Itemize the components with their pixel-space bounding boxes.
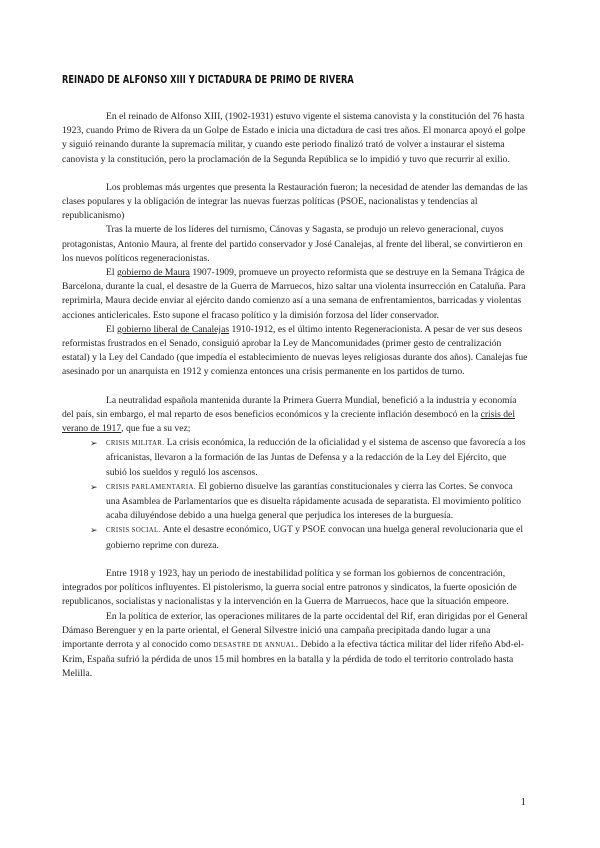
paragraph-canalejas [62,323,528,380]
crisis-text: Ante el desastre económico, UGT y PSOE convocan una huelga general revolucionaria que el gobierno reprime con dureza. [106,524,524,551]
arrow-bullet-icon: ➢ [90,525,98,536]
list-item-crisis-militar [62,436,528,480]
crisis-1917-link: crisis del verano de 1917 [62,408,515,435]
crisis-label: CRISIS SOCIAL. [106,527,161,535]
page-number: 1 [520,796,526,808]
crisis-text: El gobierno disuelve las garantías constitucionales y cierra las Cortes. Se convoca una Asamblea de Parlamentarios que es disuelta rápidamente acusada de separatista. El movimiento político acaba diluyéndose debido a una huelga general que perjudica los intereses de la burguesía. [106,480,522,522]
list-item-crisis-social [62,523,528,552]
paragraph-turnismo: Tras la muerte de los líderes del turnismo, Cánovas y Sagasta, se produjo un relevo generacional, cuyos protagonistas, Antonio Maura, al frente del partido conservador y José Canalejas, al frente del liberal, se convirtieron en los nuevos políticos regeneracionistas. [62,224,523,264]
canalejas-prefix: El [106,323,117,335]
annual-label: DESASTRE DE ANNUAL [213,641,296,649]
maura-text: 1907-1909, promueve un proyecto reformista que se destruye en la Semana Trágica de Barcelona, durante la cual, el desastre de la Guerra de Marruecos, hizo saltar una violenta insurrección en Cataluña. Para reprimirla, Maura decide enviar al ejército dando comienzo así a una semana de enfrentamientos, barricadas y violentas acciones anticlericales. Esto supone el fracaso político y la dimisión forzosa del líder conservador. [62,267,526,321]
neutrality-rest: , que fue a su vez; [121,423,191,435]
exterior-rest: . Debido a la efectiva táctica militar del líder rifeño Abd-el-Krim, España sufrió la pérdida de unos 15 mil hombres en la batalla y la pérdida de todo el territorio controlado hasta Melilla. [62,638,524,680]
crisis-label: CRISIS PARLAMENTARIA. [106,483,196,491]
neutrality-text: La neutralidad española mantenida durante la Primera Guerra Mundial, benefició a la industria y economía del país, sin embargo, el mal reparto de esos beneficios económicos y la creciente inflación desembocó en la [62,394,517,420]
paragraph-maura [62,266,528,323]
document-title: REINADO DE ALFONSO XIII Y DICTADURA DE PRIMO DE RIVERA [62,74,354,86]
paragraph-intro: En el reinado de Alfonso XIII, (1902-1931) estuvo vigente el sistema canovista y la constitución del 76 hasta 1923, cuando Primo de Rivera da un Golpe de Estado e inicia una dictadura de casi tres años. El monarca apoyó el golpe y siguió reinando durante la supremacía militar, y cuando este periodo finalizó trató de volver a instaurar el sistema canovista y la constitución, pero la proclamación de la Segunda República se lo impidió y tuvo que recurrir al exilio. [62,111,526,165]
arrow-bullet-icon: ➢ [90,438,98,449]
crisis-list [62,436,528,553]
canalejas-text: 1910-1912, es el último intento Regeneracionista. A pesar de ver sus deseos reformistas frustrados en el Senado, consiguió aprobar la Ley de Mancomunidades (primer gesto de centralización estatal) y la Ley del Candado (que impedía el establecimiento de nuevas leyes religiosas durante dos años). Canalejas fue asesinado por un anarquista en 1912 y comienza entonces una crisis permanente en los partidos de turno. [62,323,528,378]
paragraph-neutrality [62,394,528,437]
crisis-text: La crisis económica, la reducción de la oficialidad y el sistema de ascenso que favorecía a los africanistas, llevaron a la formación de las Juntas de Defensa y a la redacción de la Ley del Ejército, que subió los sueldos y reguló los ascensos. [106,437,526,478]
list-item-crisis-parlamentaria [62,480,528,524]
crisis-label: CRISIS MILITAR. [106,440,165,448]
paragraph-problems: Los problemas más urgentes que presenta la Restauración fueron; la necesidad de atender las demandas de las clases populares y la obligación de integrar las nuevas fuerzas políticas (PSOE, nacionalistas y tendencias al republicanismo) [62,181,528,222]
canalejas-link: gobierno liberal de Canalejas [116,323,230,335]
exterior-text: En la política de exterior, las operaciones militares de la parte occidental del Rif, eran dirigidas por el General Dámaso Berenguer y en la parte oriental, el General Silvestre inició una campaña precipitada dando lugar a una importante derrota y al conocido como [62,610,528,650]
maura-link: gobierno de Maura [116,267,190,279]
maura-prefix: El [106,267,117,279]
document-body [62,110,528,682]
paragraph-1918-1923: Entre 1918 y 1923, hay un periodo de inestabilidad política y se forman los gobiernos de concentración, integrados por políticos influyentes. El pistolerismo, la guerra social entre patronos y sindicatos, la fuerte oposición de republicanos, socialistas y nacionalistas y la intervención en la Guerra de Marruecos, hace que la situación empeore. [62,567,517,608]
arrow-bullet-icon: ➢ [90,481,98,492]
paragraph-exterior [62,610,528,682]
